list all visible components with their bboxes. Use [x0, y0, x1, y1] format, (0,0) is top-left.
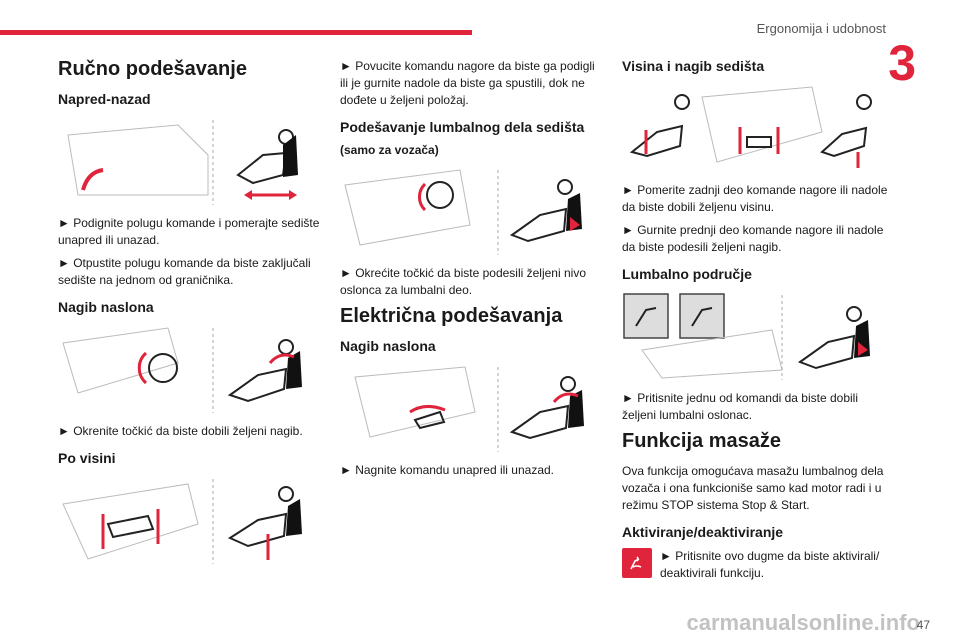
electric-backrest-figure [340, 362, 590, 454]
lumbal-figure [622, 290, 882, 382]
activate-heading: Aktiviranje/deaktiviranje [622, 524, 784, 540]
section-title: Ergonomija i udobnost [756, 21, 886, 36]
backrest-step: ► Okrenite točkić da biste dobili željeni nagib. [58, 424, 303, 438]
backrest-illustration [58, 323, 320, 415]
fore-aft-heading: Napred-nazad [58, 91, 151, 107]
lumbal-step: ► Pritisnite jednu od komandi da biste dobili željeni lumbalni oslonac. [622, 391, 859, 422]
page-number: 47 [916, 618, 930, 632]
activate-step: ► Pritisnite ovo dugme da biste aktivirali/ deaktivirali funkciju. [660, 549, 880, 580]
seat-slide-figure [58, 115, 298, 207]
lumbar-subheading: (samo za vozača) [340, 143, 439, 157]
lumbal-heading: Lumbalno područje [622, 266, 752, 282]
lumbar-illustration [340, 165, 606, 257]
chapter-number: 3 [888, 35, 916, 91]
fore-aft-step-2: ► Otpustite polugu komande da biste zaključali sedište na jednom od graničnika. [58, 256, 311, 287]
column-3 [622, 52, 888, 588]
height-tilt-illustration [622, 82, 888, 174]
lumbar-heading: Podešavanje lumbalnog dela sedišta [340, 119, 585, 135]
height-tilt-figure [622, 82, 882, 174]
fore-aft-illustration [58, 115, 320, 207]
massage-button-icon [622, 548, 652, 578]
electric-backrest-illustration [340, 362, 606, 454]
header-accent-bar [0, 30, 472, 35]
lumbar-figure [340, 165, 590, 257]
manual-adjust-title: Ručno podešavanje [58, 58, 247, 80]
lumbal-illustration [622, 290, 888, 382]
backrest-figure [58, 323, 308, 415]
height-illustration [58, 474, 320, 566]
height-tilt-heading: Visina i nagib sedišta [622, 58, 765, 74]
column-1 [58, 52, 320, 574]
electric-backrest-step: ► Nagnite komandu unapred ili unazad. [340, 463, 555, 477]
massage-title: Funkcija masaže [622, 430, 781, 452]
lumbar-step: ► Okrećite točkić da biste podesili željeni nivo oslonca za lumbalni deo. [340, 266, 586, 297]
height-heading: Po visini [58, 450, 116, 466]
electric-adjust-title: Električna podešavanja [340, 305, 563, 327]
height-tilt-step-2: ► Gurnite prednji deo komande nagore ili nadole da biste podesili željeni nagib. [622, 223, 884, 254]
massage-description: Ova funkcija omogućava masažu lumbalnog dela vozača i ona funkcioniše samo kad motor radi i u režimu STOP sistema Stop & Start. [622, 464, 884, 512]
electric-backrest-heading: Nagib naslona [340, 338, 436, 354]
watermark: carmanualsonline.info [686, 610, 920, 635]
activate-row [622, 548, 888, 588]
column-2 [340, 52, 606, 485]
height-figure [58, 474, 308, 566]
height-tilt-step-1: ► Pomerite zadnji deo komande nagore ili nadole da biste dobili željenu visinu. [622, 183, 888, 214]
fore-aft-step-1: ► Podignite polugu komande i pomerajte sedište unapred ili unazad. [58, 216, 320, 247]
backrest-heading: Nagib naslona [58, 299, 154, 315]
height-step: ► Povucite komandu nagore da biste ga podigli ili je gurnite nadole da biste ga spustili, dok ne dođete u željeni položaj. [340, 59, 595, 107]
